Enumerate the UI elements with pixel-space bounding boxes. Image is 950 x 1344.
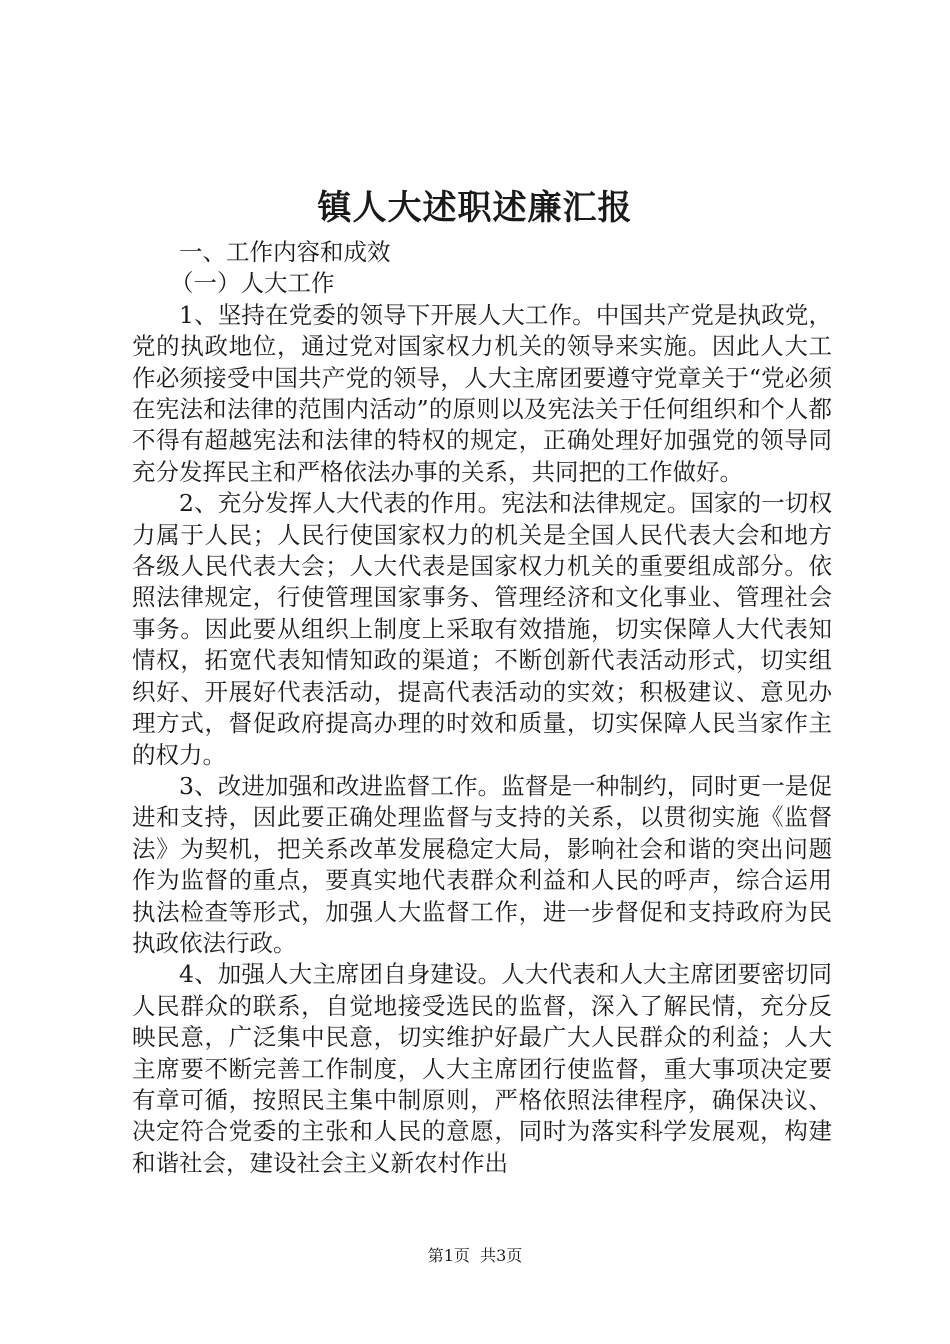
page-total: 共3页 [480,1246,523,1265]
paragraph-4: 4、加强人大主席团自身建设。人大代表和人大主席团要密切同人民群众的联系，自觉地接受选民的监督，深入了解民情，充分反映民意，广泛集中民意，切实维护好最广大人民群众的利益；人大主席要不断完善工作制度，人大主席团行使监督，重大事项决定要有章可循，按照民主集中制原则，严格依照法律程序，确保决议、决定符合党委的主张和人民的意愿，同时为落实科学发展观，构建和谐社会，建设社会主义新农村作出 [132,960,832,1177]
subsection-heading: （一）人大工作 [170,269,335,298]
paragraph-1: 1、坚持在党委的领导下开展人大工作。中国共产党是执政党，党的执政地位，通过党对国家权力机关的领导来实施。因此人大工作必须接受中国共产党的领导，人大主席团要遵守党章关于“党必须在宪法和法律的范围内活动”的原则以及宪法关于任何组织和个人都不得有超越宪法和法律的特权的规定，正确处理好加强党的领导同充分发挥民主和严格依法办事的关系，共同把的工作做好。 [132,300,832,486]
document-title: 镇人大述职述廉汇报 [317,188,633,228]
document-body [132,237,832,1179]
section-heading: 一、工作内容和成效 [179,238,391,266]
page-footer [0,1246,950,1266]
paragraph-3: 3、改进加强和改进监督工作。监督是一种制约，同时更一是促进和支持，因此要正确处理监督与支持的关系，以贯彻实施《监督法》为契机，把关系改革发展稳定大局，影响社会和谐的突出问题作为监督的重点，要真实地代表群众利益和人民的呼声，综合运用执法检查等形式，加强人大监督工作，进一步督促和支持政府为民执政依法行政。 [132,771,832,957]
footer-spacer [470,1246,480,1265]
page-number: 第1页 [427,1246,470,1265]
paragraph-2: 2、充分发挥人大代表的作用。宪法和法律规定。国家的一切权力属于人民；人民行使国家权力的机关是全国人民代表大会和地方各级人民代表大会；人大代表是国家权力机关的重要组成部分。依照法律规定，行使管理国家事务、管理经济和文化事业、管理社会事务。因此要从组织上制度上采取有效措施，切实保障人大代表知情权，拓宽代表知情知政的渠道；不断创新代表活动形式，切实组织好、开展好代表活动，提高代表活动的实效；积极建议、意见办理方式，督促政府提高办理的时效和质量，切实保障人民当家作主的权力。 [132,489,832,769]
